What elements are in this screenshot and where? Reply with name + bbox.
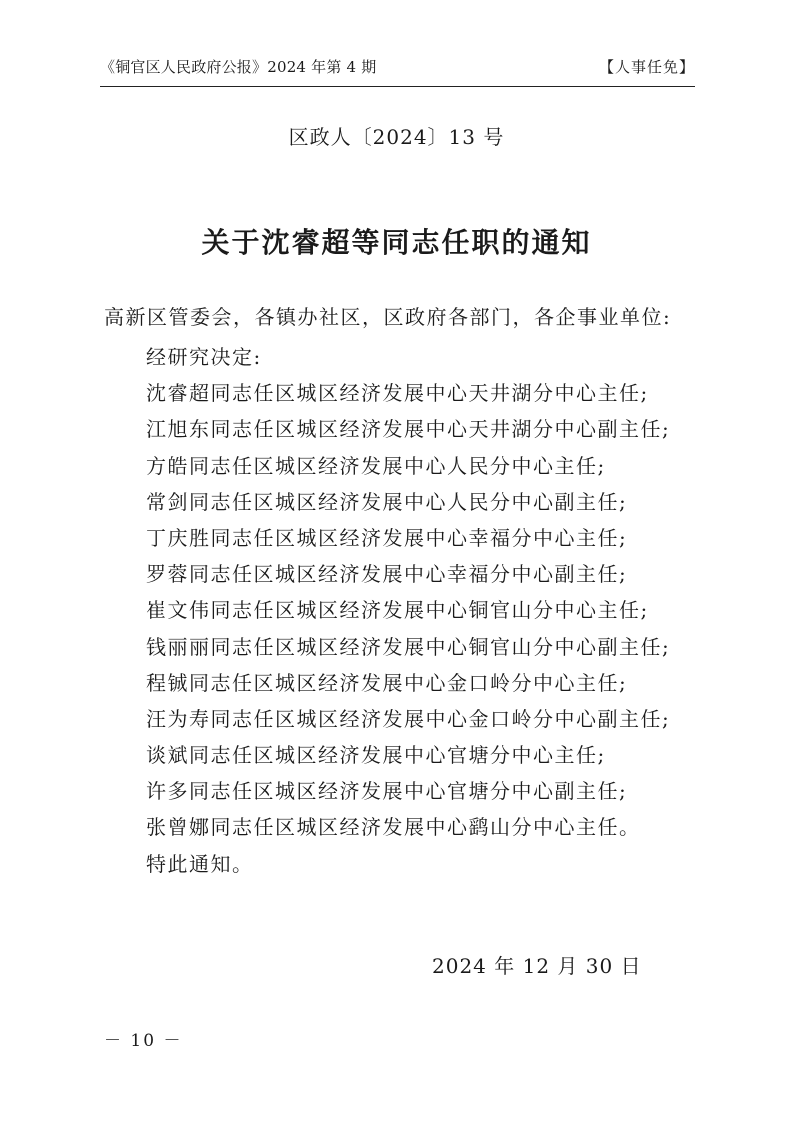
closing-line: 特此通知。 — [146, 851, 254, 876]
page-header — [100, 56, 695, 87]
document-title: 关于沈睿超等同志任职的通知 — [201, 226, 592, 259]
appointment-line: 钱丽丽同志任区城区经济发展中心铜官山分中心副主任; — [146, 634, 671, 659]
appointment-line: 罗蓉同志任区城区经济发展中心幸福分中心副主任; — [146, 562, 628, 587]
document-number: 区政人〔2024〕13 号 — [288, 125, 505, 149]
appointment-line: 汪为寿同志任区城区经济发展中心金口岭分中心副主任; — [146, 706, 671, 731]
appointment-line: 常剑同志任区城区经济发展中心人民分中心副主任; — [146, 489, 628, 514]
salutation: 高新区管委会，各镇办社区，区政府各部门，各企事业单位: — [104, 305, 672, 329]
appointment-line: 程铖同志任区城区经济发展中心金口岭分中心主任; — [146, 670, 628, 695]
appointment-line: 许多同志任区城区经济发展中心官塘分中心副主任; — [146, 779, 628, 804]
appointment-line: 沈睿超同志任区城区经济发展中心天井湖分中心主任; — [146, 381, 649, 406]
section-label: 【人事任免】 — [598, 58, 695, 76]
appointment-line: 崔文伟同志任区城区经济发展中心铜官山分中心主任; — [146, 598, 649, 623]
appointment-line: 张曾娜同志任区城区经济发展中心鹞山分中心主任。 — [146, 815, 641, 840]
appointment-line: 丁庆胜同志任区城区经济发展中心幸福分中心主任; — [146, 525, 628, 550]
appointment-line: 江旭东同志任区城区经济发展中心天井湖分中心副主任; — [146, 417, 671, 442]
page-number: － 10 － — [104, 1031, 183, 1051]
notice-body — [146, 339, 670, 882]
issue-date: 2024 年 12 月 30 日 — [432, 954, 642, 978]
decision-intro: 经研究决定: — [146, 345, 262, 369]
appointment-line: 方皓同志任区城区经济发展中心人民分中心主任; — [146, 453, 606, 478]
appointment-line: 谈斌同志任区城区经济发展中心官塘分中心主任; — [146, 743, 606, 768]
publication-title: 《铜官区人民政府公报》2024 年第 4 期 — [100, 58, 377, 76]
